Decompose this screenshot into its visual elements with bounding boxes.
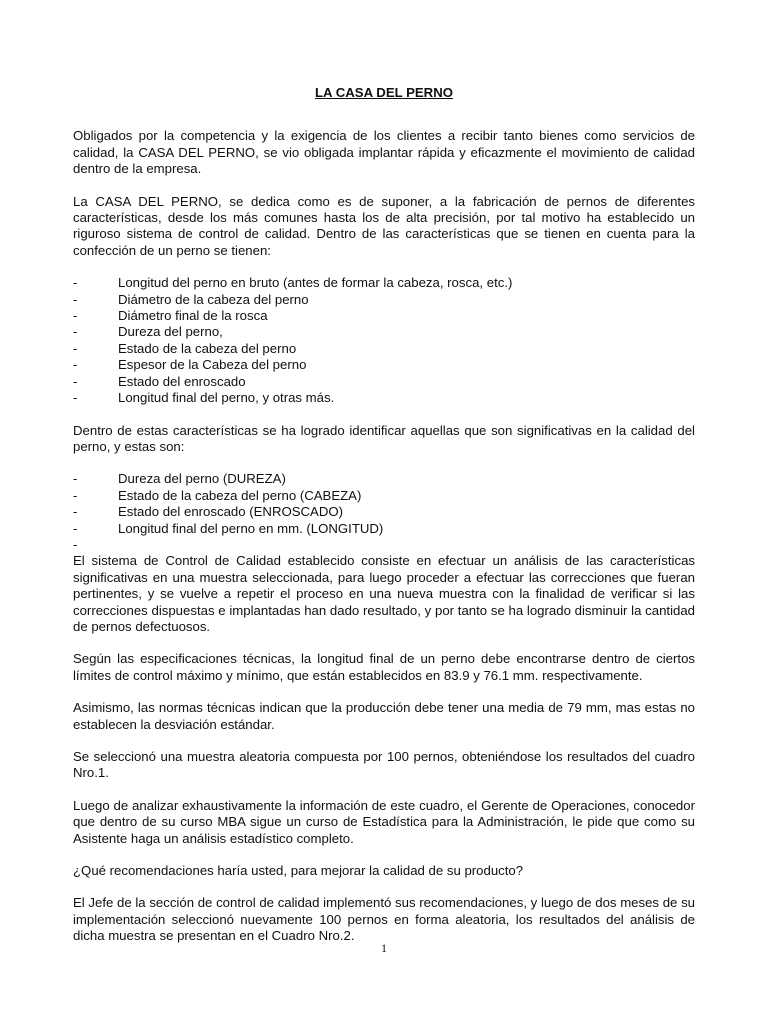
list-item-text: Estado del enroscado (ENROSCADO) xyxy=(118,504,344,520)
intro-paragraph-2: La CASA DEL PERNO, se dedica como es de suponer, a la fabricación de pernos de diferentes características, desde los más comunes hasta los de alta precisión, por tal motivo ha establecido un riguroso sistema de control de calidad. Dentro de las características que se tienen en cuenta para la confección de un perno se tienen: xyxy=(73,193,695,258)
list-item xyxy=(73,488,695,504)
bullet-dash: - xyxy=(73,536,78,552)
list-item xyxy=(73,308,695,324)
body-paragraph-6: ¿Qué recomendaciones haría usted, para mejorar la calidad de su producto? xyxy=(73,863,524,879)
significant-list xyxy=(73,471,695,553)
list-item xyxy=(73,324,695,340)
list-item-text: Longitud final del perno, y otras más. xyxy=(118,390,335,406)
bullet-dash: - xyxy=(73,308,78,324)
bullet-dash: - xyxy=(73,471,78,487)
page-number: 1 xyxy=(381,941,387,955)
bullet-dash: - xyxy=(73,504,78,520)
body-paragraph-2: Según las especificaciones técnicas, la longitud final de un perno debe encontrarse dentro de ciertos límites de control máximo y mínimo, que están establecidos en 83.9 y 76.1 mm. respectivamente. xyxy=(73,651,695,683)
bullet-dash: - xyxy=(73,340,78,356)
list-item xyxy=(73,341,695,357)
body-paragraph-1: El sistema de Control de Calidad establecido consiste en efectuar un análisis de las características significativas en una muestra seleccionada, para luego proceder a efectuar las correcciones que fueran pertinentes, y se vuelve a repetir el proceso en una nueva muestra con la finalidad de verificar si las correcciones dispuestas e implantadas han dado resultado, y por tanto se ha logrado disminuir la cantidad de pernos defectuosos. xyxy=(73,553,695,634)
bullet-dash: - xyxy=(73,373,78,389)
list-item xyxy=(73,537,695,553)
list-item xyxy=(73,504,695,520)
list-item-text: Estado del enroscado xyxy=(118,373,246,389)
list-item-text: Longitud final del perno en mm. (LONGITUD) xyxy=(118,520,384,536)
list-item-text xyxy=(118,537,122,552)
list-item xyxy=(73,357,695,373)
bullet-dash: - xyxy=(73,357,78,373)
document-title: LA CASA DEL PERNO xyxy=(315,85,453,100)
list-item-text: Estado de la cabeza del perno xyxy=(118,340,297,356)
significant-paragraph: Dentro de estas características se ha logrado identificar aquellas que son significativas en la calidad del perno, y estas son: xyxy=(73,422,695,454)
body-paragraph-5: Luego de analizar exhaustivamente la información de este cuadro, el Gerente de Operaciones, conocedor que dentro de su curso MBA sigue un curso de Estadística para la Administración, le pide que como su Asistente haga un análisis estadístico completo. xyxy=(73,797,695,846)
list-item-text: Dureza del perno (DUREZA) xyxy=(118,471,286,487)
list-item-text: Diámetro de la cabeza del perno xyxy=(118,291,309,307)
bullet-dash: - xyxy=(73,487,78,503)
list-item-text: Dureza del perno, xyxy=(118,324,223,340)
list-item xyxy=(73,390,695,406)
list-item xyxy=(73,374,695,390)
bullet-dash: - xyxy=(73,291,78,307)
list-item xyxy=(73,471,695,487)
list-item xyxy=(73,521,695,537)
list-item-text: Diámetro final de la rosca xyxy=(118,308,268,324)
body-paragraph-7: El Jefe de la sección de control de calidad implementó sus recomendaciones, y luego de dos meses de su implementación seleccionó nuevamente 100 pernos en forma aleatoria, los resultados del análisis de dicha muestra se presentan en el Cuadro Nro.2. xyxy=(73,895,695,944)
body-paragraph-4: Se seleccionó una muestra aleatoria compuesta por 100 pernos, obteniéndose los resultados del cuadro Nro.1. xyxy=(73,749,695,781)
list-item-text: Longitud del perno en bruto (antes de formar la cabeza, rosca, etc.) xyxy=(118,275,513,291)
list-item xyxy=(73,292,695,308)
body-paragraph-3: Asimismo, las normas técnicas indican que la producción debe tener una media de 79 mm, mas estas no establecen la desviación estándar. xyxy=(73,700,695,732)
bullet-dash: - xyxy=(73,390,78,406)
bullet-dash: - xyxy=(73,275,78,291)
list-item-text: Espesor de la Cabeza del perno xyxy=(118,357,307,373)
bullet-dash: - xyxy=(73,520,78,536)
intro-paragraph-1: Obligados por la competencia y la exigencia de los clientes a recibir tanto bienes como servicios de calidad, la CASA DEL PERNO, se vio obligada implantar rápida y eficazmente el movimiento de calidad dentro de la empresa. xyxy=(73,128,695,177)
characteristics-list xyxy=(73,275,695,406)
list-item-text: Estado de la cabeza del perno (CABEZA) xyxy=(118,487,362,503)
list-item xyxy=(73,275,695,291)
bullet-dash: - xyxy=(73,324,78,340)
